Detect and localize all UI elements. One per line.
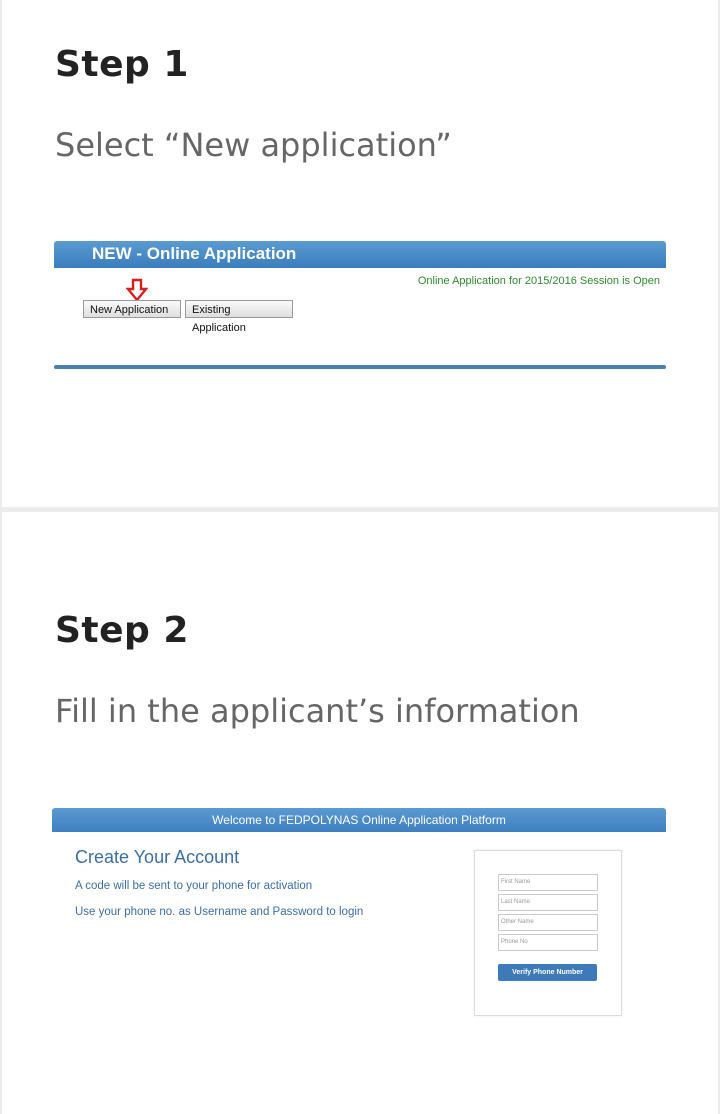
verify-phone-number-button[interactable]: Verify Phone Number <box>498 964 597 981</box>
create-account-form <box>474 850 622 1016</box>
welcome-header-bar <box>52 808 666 832</box>
existing-application-button[interactable]: Existing Application <box>185 300 293 318</box>
create-account-heading: Create Your Account <box>75 847 240 867</box>
step-1-subtitle: Select “New application” <box>55 126 452 164</box>
step-1-card <box>2 0 718 507</box>
other-name-field[interactable]: Other Name <box>498 914 598 931</box>
activation-note: A code will be sent to your phone for activation <box>75 880 313 892</box>
step-1-title: Step 1 <box>55 44 189 85</box>
online-application-header-bar <box>54 241 666 268</box>
first-name-field[interactable]: First Name <box>498 874 598 891</box>
online-application-header-title: NEW - Online Application <box>92 244 297 263</box>
welcome-header-title: Welcome to FEDPOLYNAS Online Application Platform <box>212 813 506 827</box>
last-name-field[interactable]: Last Name <box>498 894 598 911</box>
step-1-screenshot <box>54 241 666 369</box>
phone-no-field[interactable]: Phone No <box>498 934 598 951</box>
red-down-arrow-icon <box>126 278 148 302</box>
step-2-screenshot <box>52 808 666 1030</box>
step-2-subtitle: Fill in the applicant’s information <box>55 692 580 730</box>
new-application-button[interactable]: New Application <box>83 300 181 318</box>
session-open-notice: Online Application for 2015/2016 Session is Open <box>417 275 660 287</box>
step-2-title: Step 2 <box>55 610 189 651</box>
login-note: Use your phone no. as Username and Password to login <box>75 906 364 918</box>
screenshot-bottom-divider <box>54 365 666 369</box>
